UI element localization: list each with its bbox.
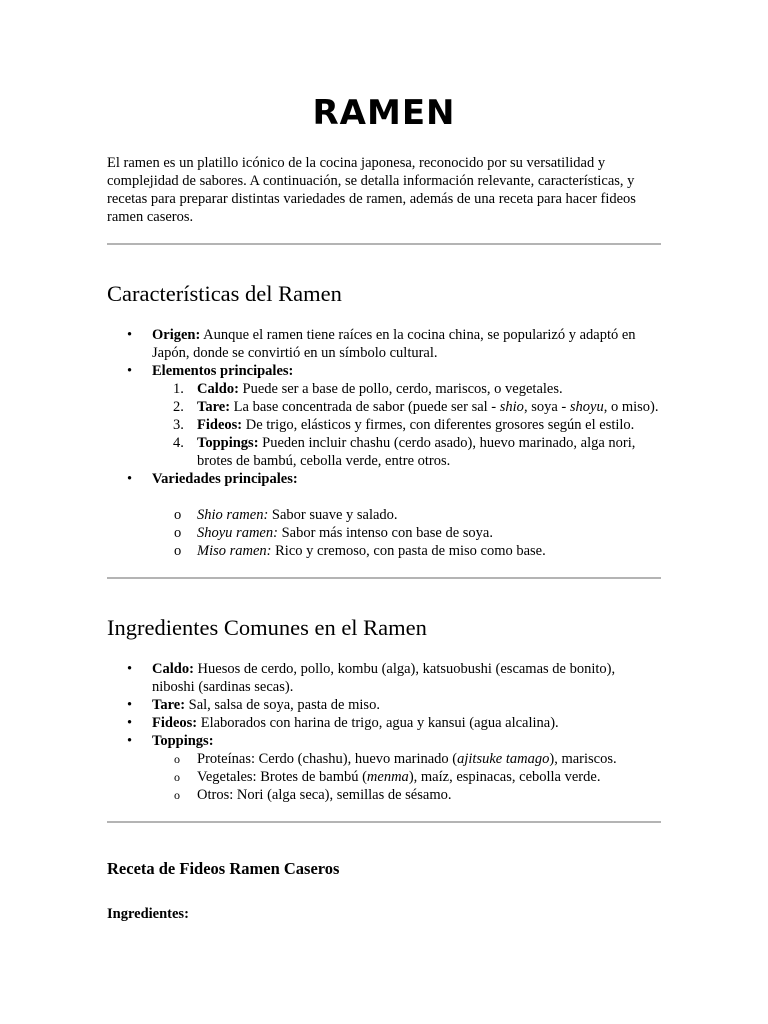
list-item-fideos: [107, 714, 661, 732]
list-item-origen: [107, 326, 661, 362]
item-label: Origen:: [152, 327, 201, 343]
item-text: ), maíz, espinacas, cebolla verde.: [408, 769, 601, 785]
item-text: Huesos de cerdo, pollo, kombu (alga), katsuobushi (escamas de bonito), niboshi (sardinas secas).: [152, 661, 616, 695]
item-text: Sal, salsa de soya, pasta de miso.: [185, 697, 380, 713]
list-item: [107, 542, 661, 560]
item-label: Caldo:: [197, 381, 239, 397]
section-heading-receta: Receta de Fideos Ramen Caseros: [107, 859, 340, 878]
item-emphasis: Shoyu ramen:: [197, 525, 278, 541]
list-item: [107, 398, 661, 416]
intro-paragraph: El ramen es un platillo icónico de la cocina japonesa, reconocido por su versatilidad y complejidad de sabores. A continuación, se detalla información relevante, características, y recetas para preparar distintas variedades de ramen, además de una receta para hacer fideos ramen caseros.: [107, 155, 636, 225]
item-text: Elaborados con harina de trigo, agua y kansui (agua alcalina).: [197, 715, 559, 731]
item-label: Caldo:: [152, 661, 194, 677]
item-text: , soya -: [523, 399, 570, 415]
toppings-list: [152, 750, 661, 804]
item-label: Variedades principales:: [152, 471, 298, 487]
item-label: Tare:: [197, 399, 231, 415]
section-heading-caracteristicas: Características del Ramen: [107, 281, 342, 306]
list-item: [107, 786, 661, 804]
section-heading-ingredientes: Ingredientes Comunes en el Ramen: [107, 615, 427, 640]
item-label: Elementos principales:: [152, 363, 294, 379]
list-item: [107, 750, 661, 768]
item-text: Pueden incluir chashu (cerdo asado), huevo marinado, alga nori, brotes de bambú, cebolla verde, entre otros.: [197, 435, 636, 469]
divider: [107, 821, 661, 823]
variedades-list: [152, 506, 661, 560]
elementos-list: [152, 380, 661, 470]
item-label: Toppings:: [197, 435, 259, 451]
list-item-tare: [107, 696, 661, 714]
item-emphasis: shio: [499, 399, 524, 415]
list-item: [107, 524, 661, 542]
list-item: [107, 380, 661, 398]
item-emphasis: ajitsuke tamago: [457, 751, 550, 767]
item-text: Rico y cremoso, con pasta de miso como base.: [271, 543, 546, 559]
item-text: Sabor más intenso con base de soya.: [277, 525, 493, 541]
item-emphasis: shoyu: [569, 399, 604, 415]
item-number: 3.: [173, 417, 184, 433]
list-item-variedades: [107, 470, 661, 560]
item-label: Fideos:: [197, 417, 243, 433]
item-text: , o miso).: [603, 399, 659, 415]
item-text: Puede ser a base de pollo, cerdo, mariscos, o vegetales.: [238, 381, 563, 397]
item-emphasis: Shio ramen:: [197, 507, 269, 523]
item-text: La base concentrada de sabor (puede ser sal -: [230, 399, 500, 415]
list-item: [107, 506, 661, 524]
item-text: De trigo, elásticos y firmes, con diferentes grosores según el estilo.: [242, 417, 635, 433]
ingredientes-list: [107, 660, 661, 804]
item-text: Aunque el ramen tiene raíces en la cocina china, se popularizó y adaptó en Japón, donde se convirtió en un símbolo cultural.: [152, 327, 636, 361]
list-item-toppings: [107, 732, 661, 804]
ingredients-label: Ingredientes:: [107, 906, 189, 922]
item-text: Sabor suave y salado.: [268, 507, 398, 523]
caracteristicas-list: [107, 326, 661, 560]
list-item-caldo: [107, 660, 661, 696]
item-text: Proteínas: Cerdo (chashu), huevo marinado (: [197, 751, 458, 767]
list-item-elementos: [107, 362, 661, 470]
item-text: Vegetales: Brotes de bambú (: [197, 769, 367, 785]
item-text: Otros: Nori (alga seca), semillas de sésamo.: [197, 787, 452, 803]
list-item: [107, 434, 661, 470]
spacer: [152, 488, 661, 506]
list-item: [107, 416, 661, 434]
item-label: Tare:: [152, 697, 186, 713]
item-label: Fideos:: [152, 715, 198, 731]
item-number: 4.: [173, 435, 184, 451]
item-emphasis: menma: [366, 769, 409, 785]
page-title: RAMEN: [312, 93, 456, 133]
divider: [107, 243, 661, 245]
divider: [107, 577, 661, 579]
item-label: Toppings:: [152, 733, 214, 749]
item-text: ), mariscos.: [549, 751, 617, 767]
item-emphasis: Miso ramen:: [197, 543, 272, 559]
item-number: 1.: [173, 381, 184, 397]
item-number: 2.: [173, 399, 184, 415]
list-item: [107, 768, 661, 786]
